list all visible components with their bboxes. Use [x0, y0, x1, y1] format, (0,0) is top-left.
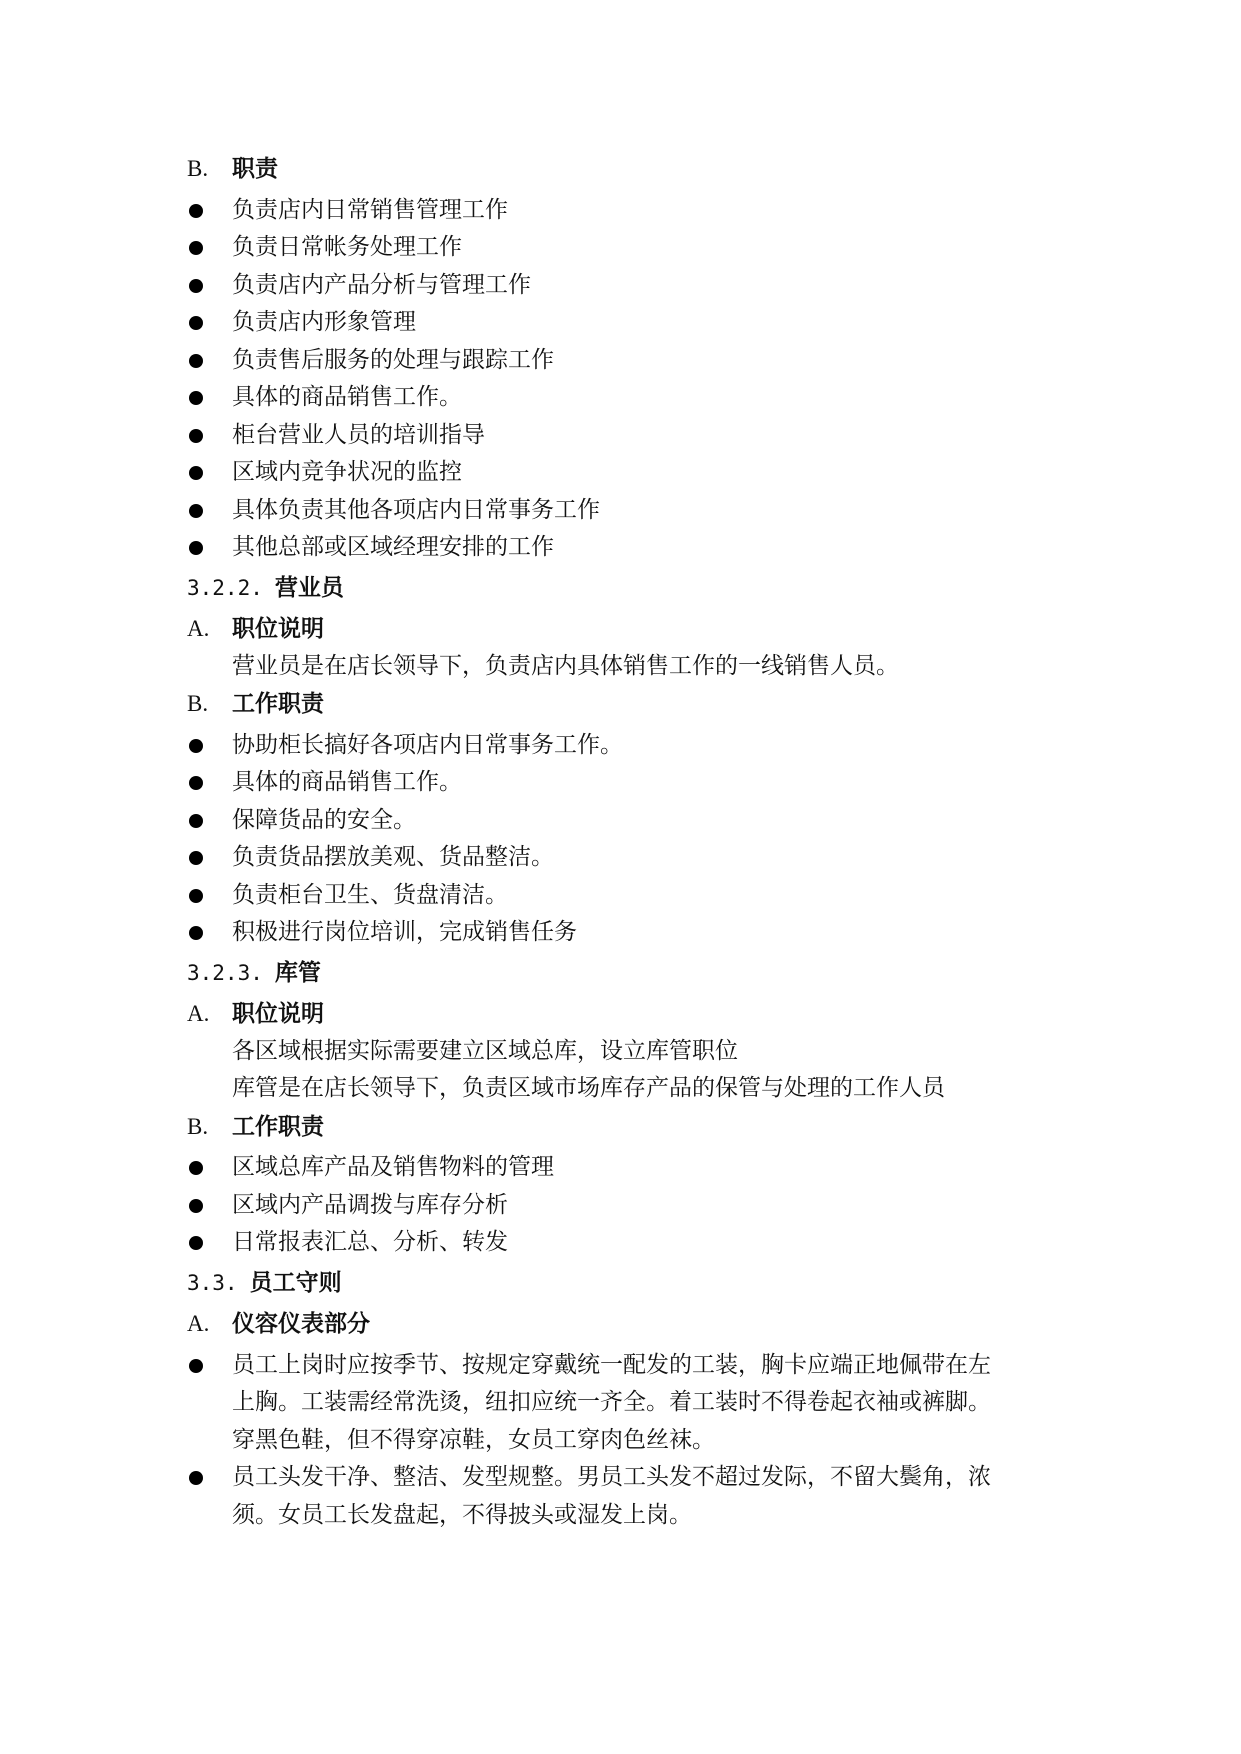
- heading-b-responsibilities: [187, 1108, 1067, 1146]
- list-item: [187, 492, 1067, 530]
- list-item-text: 具体负责其他各项店内日常事务工作: [232, 496, 600, 523]
- heading-label: B.: [187, 156, 209, 181]
- heading-label: B.: [187, 691, 209, 716]
- list-item-text: 保障货品的安全。: [232, 806, 416, 833]
- list-item: [187, 417, 1067, 455]
- list-item-text: 具体的商品销售工作。: [232, 384, 462, 410]
- list-item: [187, 304, 1067, 342]
- bullet-icon: [189, 391, 203, 405]
- list-item: [187, 802, 1067, 840]
- heading-text: 仪容仪表部分: [232, 1310, 370, 1337]
- heading-a-position: [187, 610, 1067, 648]
- list-item-line: 上胸。工装需经常洗烫，纽扣应统一齐全。着工装时不得卷起衣袖或裤脚。: [232, 1389, 991, 1415]
- heading-text: 工作职责: [232, 1112, 324, 1140]
- bullet-icon: [189, 926, 203, 940]
- document-page: [187, 150, 1067, 1534]
- heading-label: A.: [187, 1001, 210, 1026]
- section-title: 员工守则: [249, 1268, 342, 1296]
- list-item-text: 柜台营业人员的培训指导: [232, 421, 485, 448]
- section-heading-3-3: [187, 1264, 1067, 1302]
- bullet-icon: [189, 241, 203, 255]
- list-item: [187, 764, 1067, 802]
- list-item: [187, 379, 1067, 417]
- list-item-text: 日常报表汇总、分析、转发: [232, 1229, 508, 1255]
- duties-list: [187, 192, 1067, 567]
- list-item: [187, 1149, 1067, 1187]
- bullet-icon: [189, 466, 203, 480]
- list-item: [187, 342, 1067, 380]
- list-item-text: 区域总库产品及销售物料的管理: [232, 1154, 554, 1180]
- list-item: [187, 192, 1067, 230]
- heading-a-position: [187, 995, 1067, 1033]
- bullet-icon: [189, 504, 203, 518]
- heading-b-duties: [187, 150, 1067, 188]
- responsibilities-list: [187, 1149, 1067, 1262]
- list-item: [187, 454, 1067, 492]
- list-item: [187, 267, 1067, 305]
- list-item-line: 员工头发干净、整洁、发型规整。男员工头发不超过发际，不留大鬓角，浓: [232, 1464, 991, 1490]
- heading-label: A.: [187, 616, 210, 641]
- bullet-icon: [189, 889, 203, 903]
- bullet-icon: [189, 1161, 203, 1175]
- bullet-icon: [189, 279, 203, 293]
- list-item-text: 负责日常帐务处理工作: [232, 234, 462, 260]
- list-item: [187, 229, 1067, 267]
- bullet-icon: [189, 1471, 203, 1485]
- list-item-text: 负责店内日常销售管理工作: [232, 196, 508, 223]
- section-number: 3.2.3.: [187, 960, 263, 985]
- paragraph: 营业员是在店长领导下，负责店内具体销售工作的一线销售人员。: [232, 652, 899, 679]
- list-item: [187, 1347, 1067, 1460]
- section-number: 3.3.: [187, 1270, 238, 1295]
- section-title: 营业员: [274, 573, 344, 601]
- list-item-text: 负责店内产品分析与管理工作: [232, 271, 531, 298]
- list-item: [187, 914, 1067, 952]
- bullet-icon: [189, 1236, 203, 1250]
- list-item: [187, 1224, 1067, 1262]
- list-item: [187, 727, 1067, 765]
- bullet-icon: [189, 814, 203, 828]
- heading-text: 职位说明: [232, 615, 324, 642]
- heading-text: 职位说明: [232, 1000, 324, 1027]
- list-item: [187, 877, 1067, 915]
- list-item-text: 具体的商品销售工作。: [232, 769, 462, 795]
- heading-a-appearance: [187, 1305, 1067, 1343]
- section-heading-3-2-3: [187, 954, 1067, 992]
- list-item: [187, 529, 1067, 567]
- bullet-icon: [189, 354, 203, 368]
- heading-b-responsibilities: [187, 685, 1067, 723]
- bullet-icon: [189, 851, 203, 865]
- list-item: [187, 1187, 1067, 1225]
- list-item-text: 其他总部或区域经理安排的工作: [232, 534, 554, 560]
- bullet-icon: [189, 739, 203, 753]
- bullet-icon: [189, 776, 203, 790]
- list-item-text: 协助柜长搞好各项店内日常事务工作。: [232, 731, 623, 758]
- section-title: 库管: [274, 958, 321, 986]
- heading-label: B.: [187, 1113, 209, 1139]
- list-item-line: 须。女员工长发盘起，不得披头或湿发上岗。: [232, 1501, 692, 1528]
- list-item: [187, 839, 1067, 877]
- list-item-text: 积极进行岗位培训，完成销售任务: [232, 919, 577, 945]
- bullet-icon: [189, 204, 203, 218]
- heading-label: A.: [187, 1311, 210, 1336]
- heading-text: 工作职责: [232, 690, 324, 717]
- bullet-icon: [189, 316, 203, 330]
- section-heading-3-2-2: [187, 569, 1067, 607]
- bullet-icon: [189, 1359, 203, 1373]
- list-item: [187, 1459, 1067, 1534]
- list-item-text: 负责店内形象管理: [232, 309, 416, 335]
- responsibilities-list: [187, 727, 1067, 952]
- paragraph: 各区域根据实际需要建立区域总库，设立库管职位: [232, 1037, 738, 1064]
- heading-text: 职责: [232, 155, 278, 182]
- paragraph: 库管是在店长领导下，负责区域市场库存产品的保管与处理的工作人员: [232, 1075, 945, 1101]
- list-item-text: 负责货品摆放美观、货品整洁。: [232, 844, 554, 870]
- list-item-text: 区域内竞争状况的监控: [232, 459, 462, 485]
- appearance-list: [187, 1347, 1067, 1535]
- list-item-text: 负责售后服务的处理与跟踪工作: [232, 346, 554, 373]
- list-item-line: 员工上岗时应按季节、按规定穿戴统一配发的工装，胸卡应端正地佩带在左: [232, 1351, 991, 1378]
- bullet-icon: [189, 541, 203, 555]
- bullet-icon: [189, 1199, 203, 1213]
- section-number: 3.2.2.: [187, 575, 263, 600]
- list-item-text: 负责柜台卫生、货盘清洁。: [232, 881, 508, 908]
- list-item-text: 区域内产品调拨与库存分析: [232, 1191, 508, 1218]
- list-item-line: 穿黑色鞋，但不得穿凉鞋，女员工穿肉色丝袜。: [232, 1426, 715, 1453]
- bullet-icon: [189, 429, 203, 443]
